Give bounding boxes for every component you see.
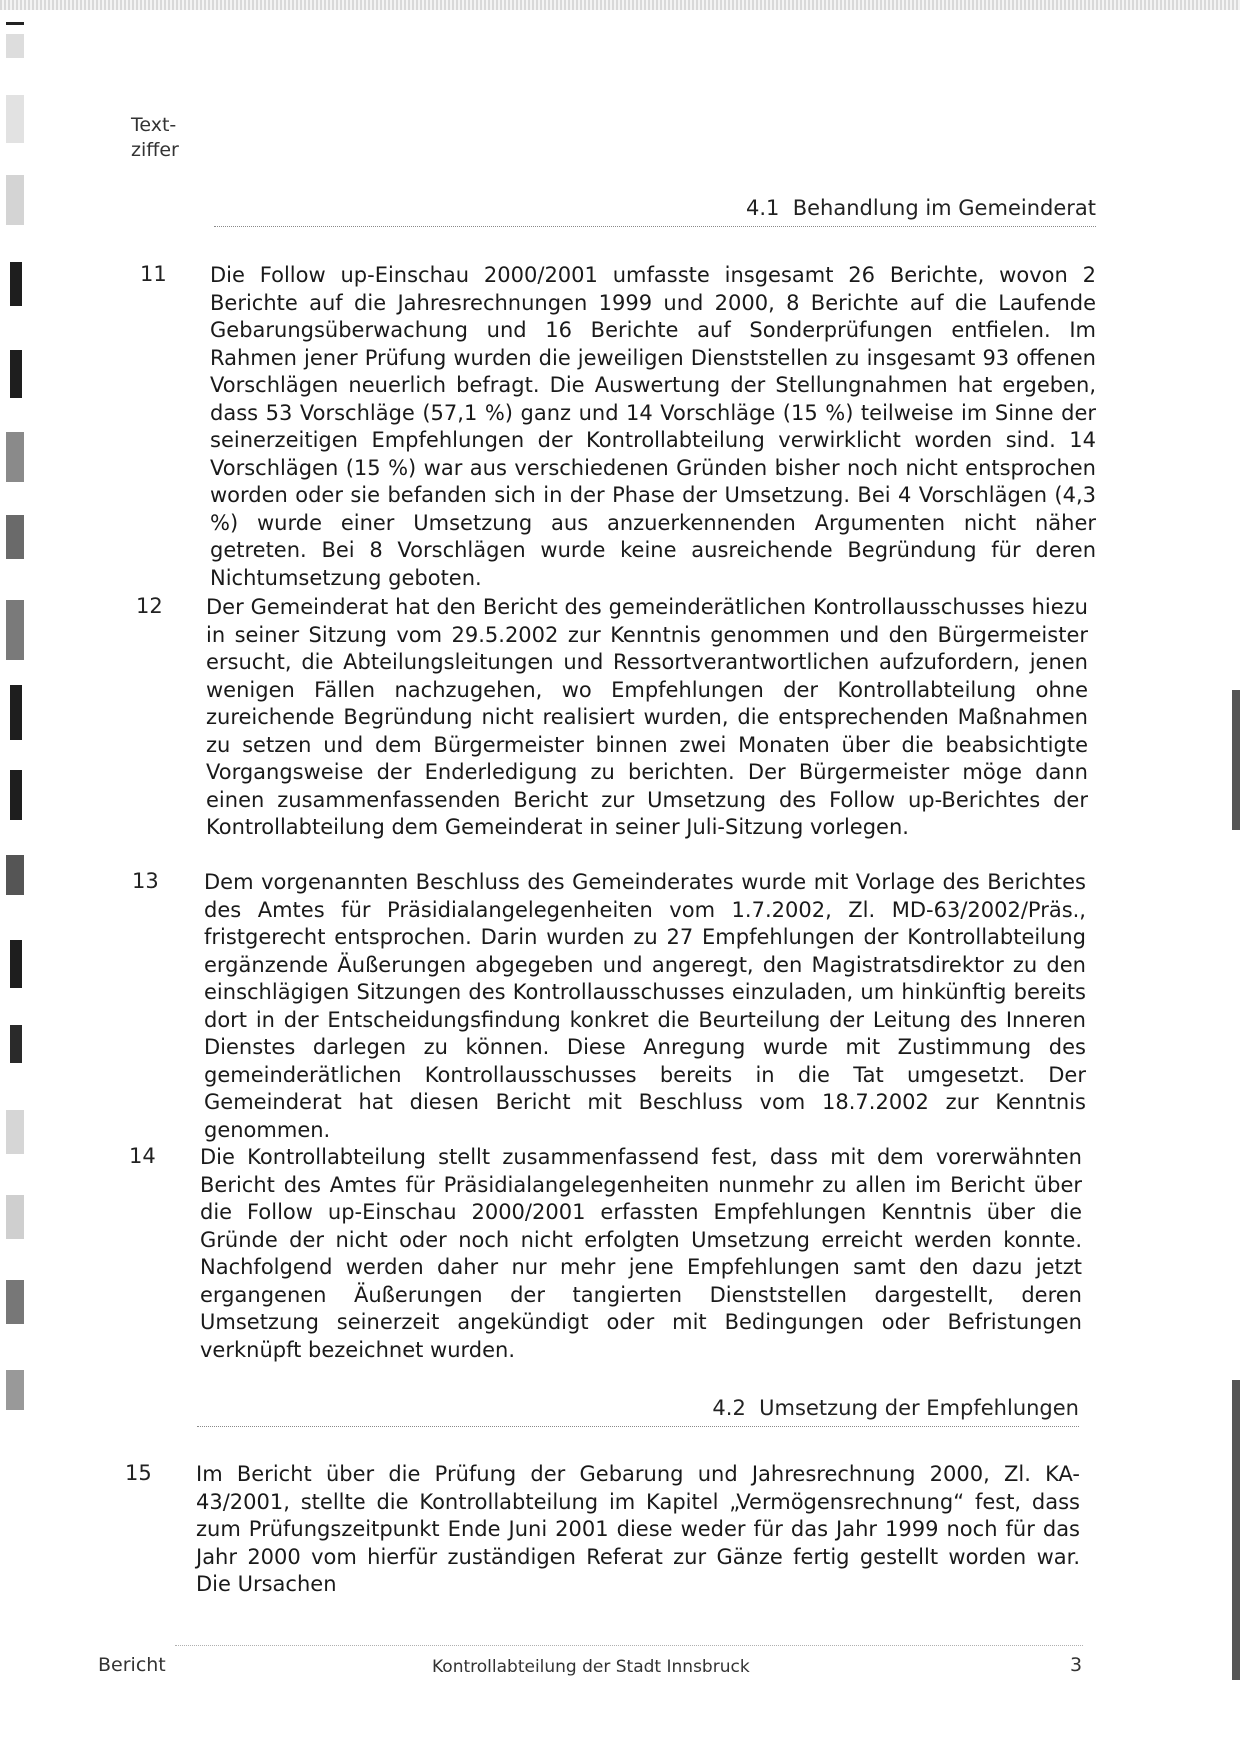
paragraph-text: Die Kontrollabteilung stellt zusammenfassend fest, dass mit dem vorerwähnten Bericht des Amtes für Präsidialangelegenheiten nunmehr zu allen im Bericht über die Follow up-Einschau 2000/2001 erfassten Empfehlungen Kenntnis über die Gründe der nicht oder noch nicht erfolgten Umsetzung erreicht werden konnte. Nachfolgend werden daher nur mehr jene Empfehlungen samt den dazu jetzt ergangenen Äußerungen der tangierten Dienststellen dargestellt, deren Umsetzung seinerzeit angekündigt oder mit Bedingungen oder Befristungen verknüpft bezeichnet wurden.: [200, 1145, 1082, 1362]
scan-edge-left: [0, 0, 28, 1753]
paragraph-number: 13: [132, 869, 159, 893]
margin-label-line1: Text-: [131, 114, 177, 136]
margin-label: [131, 113, 179, 163]
paragraph-text: Im Bericht über die Prüfung der Gebarung und Jahresrechnung 2000, Zl. KA-43/2001, stellte die Kontrollabteilung im Kapitel „Vermögensrechnung“ fest, dass zum Prüfungszeitpunkt Ende Juni 2001 diese weder für das Jahr 1999 noch für das Jahr 2000 vom hierfür zuständigen Referat zur Gänze fertig gestellt worden war. Die Ursachen: [196, 1462, 1080, 1596]
footer-left: Bericht: [98, 1654, 166, 1676]
section-number: 4.1: [745, 196, 780, 220]
paragraph-text: Der Gemeinderat hat den Bericht des gemeinderätlichen Kontrollausschusses hiezu in seiner Sitzung vom 29.5.2002 zur Kenntnis genommen und den Bürgermeister ersucht, die Abteilungsleitungen und Ressortverantwortlichen aufzufordern, jenen wenigen Fällen nachzugehen, wo Empfehlungen der Kontrollabteilung ohne zureichende Begründung nicht realisiert wurden, die entsprechenden Maßnahmen zu setzen und dem Bürgermeister binnen zwei Monaten über die beabsichtigte Vorgangsweise der Enderledigung zu berichten. Der Bürgermeister möge dann einen zusammenfassenden Bericht zur Umsetzung des Follow up-Berichtes der Kontrollabteilung dem Gemeinderat in seiner Juli-Sitzung vorlegen.: [206, 595, 1088, 839]
section-heading-4-1: [214, 196, 1096, 227]
margin-label-line2: ziffer: [131, 139, 179, 161]
footer-divider: [175, 1645, 1083, 1646]
section-title: Umsetzung der Empfehlungen: [759, 1396, 1079, 1420]
paragraph-number: 11: [140, 262, 167, 286]
scan-edge-right: [1232, 690, 1240, 830]
paragraph-number: 12: [136, 594, 163, 618]
paragraph-text: Dem vorgenannten Beschluss des Gemeinderates wurde mit Vorlage des Berichtes des Amtes für Präsidialangelegenheiten vom 1.7.2002, Zl. MD-63/2002/Präs., fristgerecht entsprochen. Darin wurden zu 27 Empfehlungen der Kontrollabteilung ergänzende Äußerungen abgegeben und angeregt, den Magistratsdirektor zu den einschlägigen Sitzungen des Kontrollausschusses einzuladen, um hinkünftig bereits dort in der Entscheidungsfindung konkret die Beurteilung der Leitung des Inneren Dienstes darlegen zu können. Diese Anregung wurde mit Zustimmung des gemeinderätlichen Kontrollausschusses bereits in die Tat umgesetzt. Der Gemeinderat hat diesen Bericht mit Beschluss vom 18.7.2002 zur Kenntnis genommen.: [204, 870, 1086, 1142]
scan-edge-top: [0, 0, 1240, 10]
section-title: Behandlung im Gemeinderat: [792, 196, 1096, 220]
section-number: 4.2: [712, 1396, 746, 1420]
scan-edge-right-lower: [1232, 1380, 1240, 1680]
paragraph-number: 15: [125, 1461, 152, 1485]
paragraph-text: Die Follow up-Einschau 2000/2001 umfasste insgesamt 26 Berichte, wovon 2 Berichte auf die Jahresrechnungen 1999 und 2000, 8 Berichte auf die Laufende Gebarungsüberwachung und 16 Berichte auf Sonderprüfungen entfielen. Im Rahmen jener Prüfung wurden die jeweiligen Dienststellen zu insgesamt 93 offenen Vorschlägen neuerlich befragt. Die Auswertung der Stellungnahmen hat ergeben, dass 53 Vorschläge (57,1 %) ganz und 14 Vorschläge (15 %) teilweise im Sinne der seinerzeitigen Empfehlungen der Kontrollabteilung verwirklicht worden sind. 14 Vorschlägen (15 %) war aus verschiedenen Gründen bisher noch nicht entsprochen worden oder sie befanden sich in der Phase der Umsetzung. Bei 4 Vorschlägen (4,3 %) wurde einer Umsetzung aus anzuerkennenden Argumenten nicht näher getreten. Bei 8 Vorschlägen wurde keine ausreichende Begründung für deren Nichtumsetzung geboten.: [210, 263, 1096, 590]
paragraph-number: 14: [129, 1144, 156, 1168]
section-heading-4-2: [197, 1396, 1079, 1427]
footer-center: Kontrollabteilung der Stadt Innsbruck: [432, 1657, 750, 1677]
page-number: 3: [1070, 1654, 1083, 1676]
